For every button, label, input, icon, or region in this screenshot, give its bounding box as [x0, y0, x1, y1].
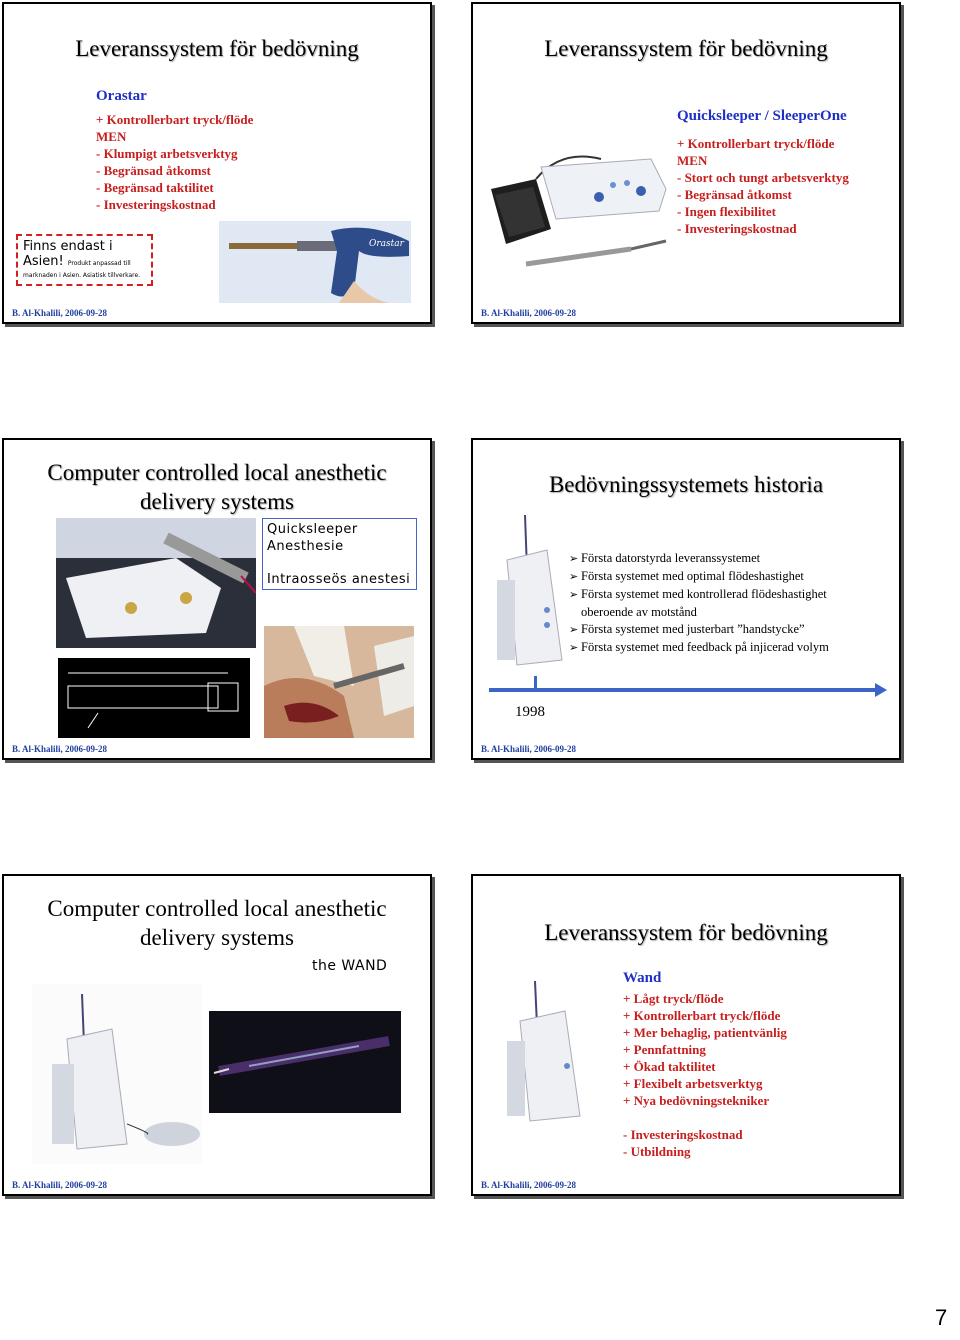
slide-subtitle: the WAND [312, 958, 388, 974]
pro-item: + Kontrollerbart tryck/flöde [677, 136, 835, 151]
slide-title [4, 894, 430, 952]
men-label: MEN [96, 129, 127, 144]
method-box [262, 518, 417, 590]
quicksleeper-device-photo [481, 149, 671, 279]
slide-title: Leveranssystem för bedövning [544, 36, 828, 61]
feature-list [96, 88, 253, 213]
pro-item: + Flexibelt arbetsverktyg [623, 1076, 763, 1091]
quicksleeper-unit-photo [56, 518, 256, 648]
box-line: Intraosseös anestesi [267, 572, 411, 587]
slide-4 [471, 438, 901, 760]
wand-unit-photo [495, 976, 603, 1126]
con-item: - Stort och tungt arbetsverktyg [677, 170, 849, 185]
title-line: delivery systems [140, 925, 294, 950]
pro-item: + Pennfattning [623, 1042, 706, 1057]
timeline-tick [534, 676, 537, 690]
history-list [569, 550, 829, 657]
product-name: Quicksleeper / SleeperOne [677, 108, 847, 124]
orastar-device-photo [219, 221, 411, 303]
product-name: Orastar [96, 88, 147, 104]
history-item: ➢ Första systemet med optimal flödeshastighet [569, 569, 804, 583]
feature-list [677, 108, 849, 237]
slide-title: Leveranssystem för bedövning [544, 920, 828, 945]
slide-5 [2, 874, 432, 1196]
asia-note-box [16, 234, 153, 286]
slide-footer: B. Al-Khalili, 2006-09-28 [12, 308, 108, 318]
wand-handpiece-photo [209, 1011, 401, 1113]
note-asien: Asien! [23, 254, 64, 269]
dental-procedure-photo [264, 626, 414, 738]
history-item: ➢ Första systemet med justerbart ”handstycke” [569, 622, 805, 636]
title-line: delivery systems [140, 489, 294, 514]
wand-unit-photo [32, 984, 202, 1164]
con-item: - Utbildning [623, 1144, 691, 1159]
timeline-arrowhead [875, 683, 887, 697]
con-item: - Begränsad åtkomst [96, 163, 211, 178]
con-item: - Begränsad åtkomst [677, 187, 792, 202]
con-item: - Investeringskostnad [623, 1127, 743, 1142]
slide-6 [471, 874, 901, 1196]
pro-item: + Ökad taktilitet [623, 1059, 716, 1074]
history-item: ➢ Första datorstyrda leveranssystemet [569, 551, 761, 565]
slide-footer: B. Al-Khalili, 2006-09-28 [481, 1180, 577, 1190]
wand-unit-photo [487, 510, 569, 670]
slide-title: Leveranssystem för bedövning [75, 36, 359, 61]
slide-2 [471, 2, 901, 324]
history-item-continuation: oberoende av motstånd [581, 605, 697, 619]
con-item: - Investeringskostnad [96, 197, 216, 212]
con-item: - Begränsad taktilitet [96, 180, 214, 195]
slide-title: Bedövningssystemets historia [548, 472, 824, 497]
con-item: - Ingen flexibilitet [677, 204, 776, 219]
timeline-year: 1998 [515, 704, 545, 720]
note-heading: Finns endast i [23, 239, 113, 254]
slide-footer: B. Al-Khalili, 2006-09-28 [12, 744, 108, 754]
slide-1 [2, 2, 432, 324]
history-item: ➢ Första systemet med kontrollerad flödeshastighet [569, 587, 827, 601]
pro-item: + Mer behaglig, patientvänlig [623, 1025, 787, 1040]
men-label: MEN [677, 153, 708, 168]
con-item: - Investeringskostnad [677, 221, 797, 236]
timeline-line [489, 688, 879, 692]
pro-item: + Kontrollerbart tryck/flöde [96, 112, 254, 127]
slide-footer: B. Al-Khalili, 2006-09-28 [481, 308, 577, 318]
slide-footer: B. Al-Khalili, 2006-09-28 [481, 744, 577, 754]
slide-footer: B. Al-Khalili, 2006-09-28 [12, 1180, 108, 1190]
device-diagram [58, 658, 250, 738]
con-item: - Klumpigt arbetsverktyg [96, 146, 238, 161]
device-brand-label: Orastar [369, 239, 404, 249]
pro-item: + Kontrollerbart tryck/flöde [623, 1008, 781, 1023]
slide-title [4, 458, 430, 516]
box-line: Anesthesie [267, 539, 344, 554]
feature-list [623, 970, 787, 1160]
note-small: Produkt anpassad till [67, 260, 131, 267]
slide-3 [2, 438, 432, 760]
pro-item: + Nya bedövningstekniker [623, 1093, 770, 1108]
product-name: Wand [623, 970, 662, 986]
pro-item: + Lågt tryck/flöde [623, 991, 724, 1006]
history-item: ➢ Första systemet med feedback på injicerad volym [569, 640, 829, 654]
title-line: Computer controlled local anesthetic [47, 896, 387, 921]
box-line: Quicksleeper [267, 522, 358, 537]
page-number: 7 [935, 1305, 948, 1330]
note-small: marknaden i Asien. Asiatisk tillverkare. [23, 272, 141, 279]
title-line: Computer controlled local anesthetic [47, 460, 387, 485]
